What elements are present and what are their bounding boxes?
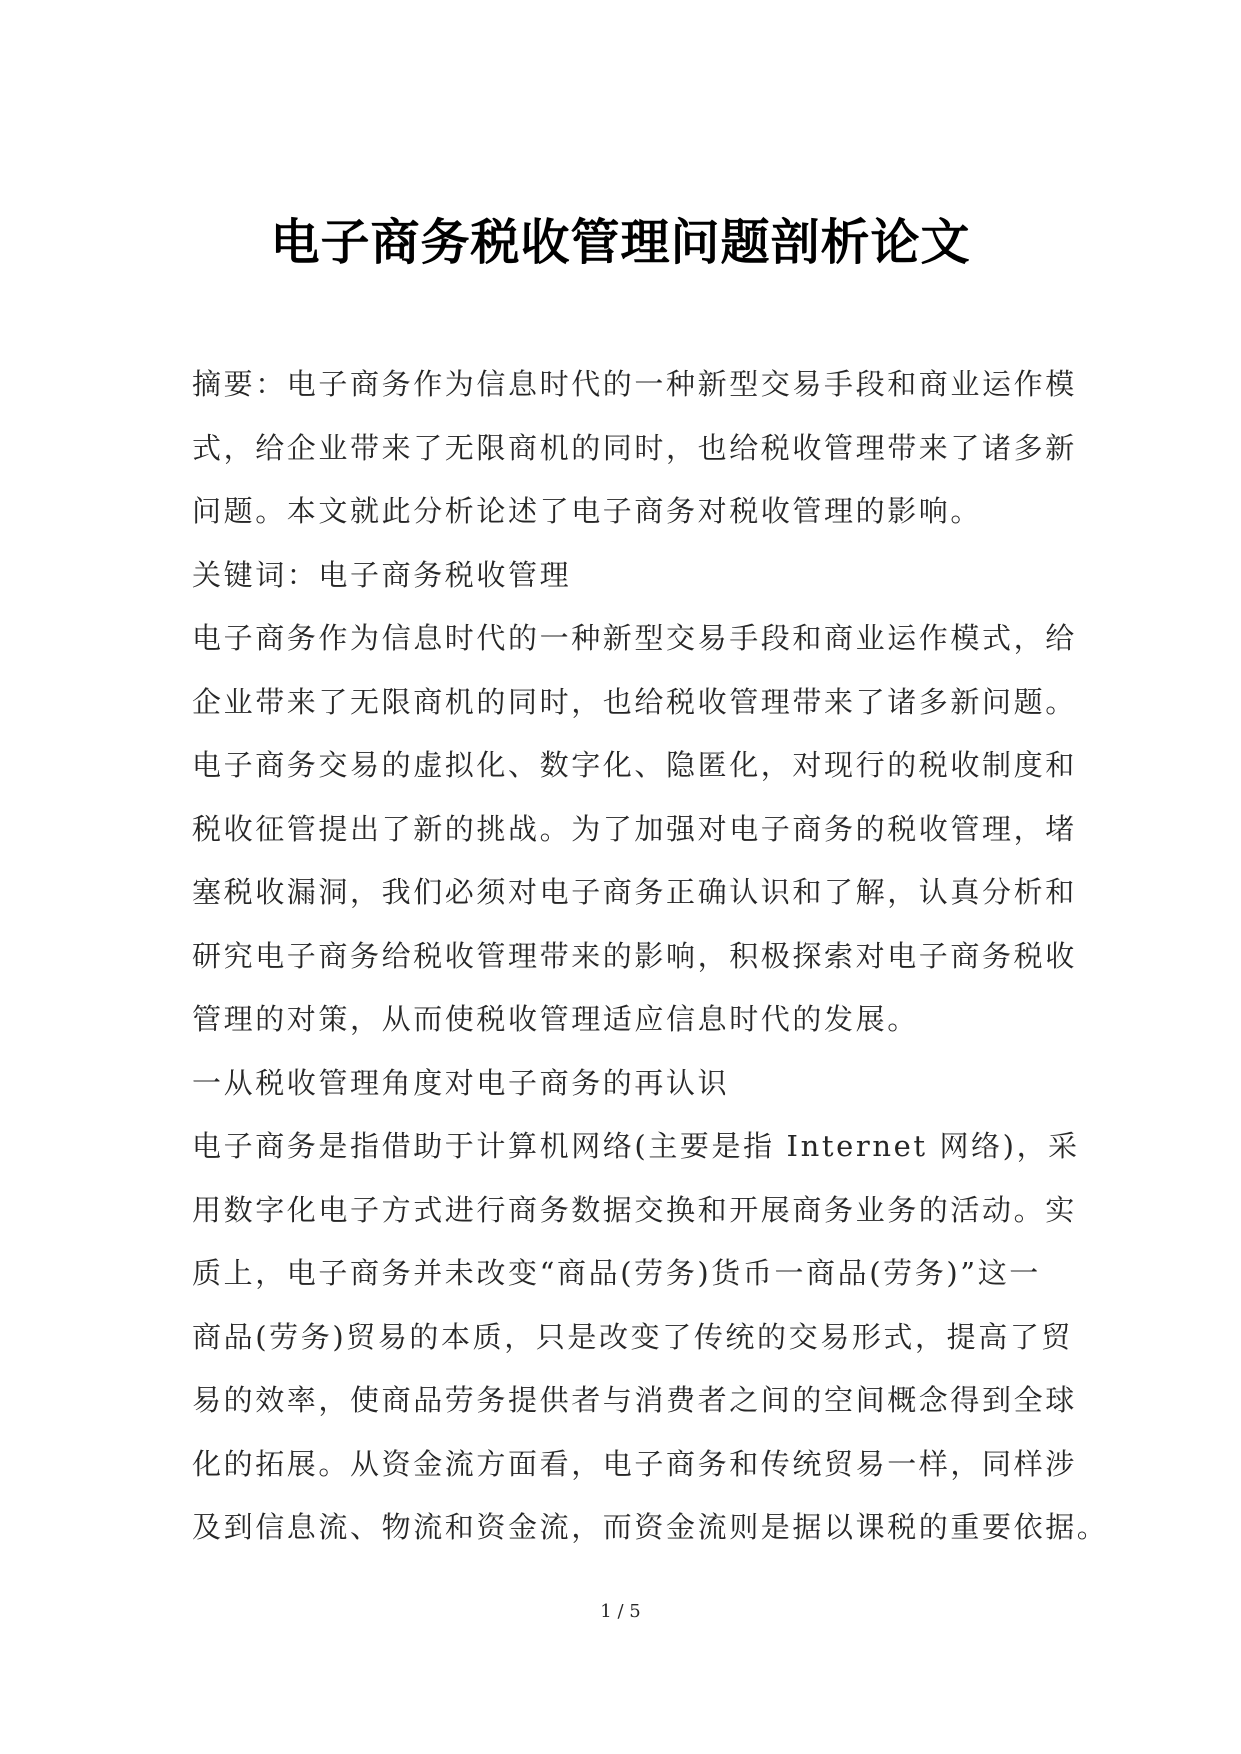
section-line-6: 化的拓展。从资金流方面看，电子商务和传统贸易一样，同样涉	[192, 1446, 1077, 1481]
section-line-3: 质上，电子商务并未改变“商品(劳务)货币一商品(劳务)”这一	[192, 1256, 1041, 1290]
intro-line-5: 塞税收漏洞，我们必须对电子商务正确认识和了解，认真分析和	[192, 875, 1077, 909]
section-heading: 一从税收管理角度对电子商务的再认识	[192, 1065, 730, 1100]
page-number: 1 / 5	[600, 1601, 641, 1622]
intro-line-2: 企业带来了无限商机的同时，也给税收管理带来了诸多新问题。	[192, 684, 1077, 719]
intro-line-4: 税收征管提出了新的挑战。为了加强对电子商务的税收管理，堵	[192, 811, 1077, 846]
intro-line-3: 电子商务交易的虚拟化、数字化、隐匿化，对现行的税收制度和	[192, 748, 1077, 782]
abstract-line-3: 问题。本文就此分析论述了电子商务对税收管理的影响。	[192, 494, 983, 528]
document-title: 电子商务税收管理问题剖析论文	[270, 214, 971, 271]
abstract-line-2: 式，给企业带来了无限商机的同时，也给税收管理带来了诸多新	[192, 430, 1077, 465]
keywords-line: 关键词：电子商务税收管理	[192, 557, 572, 592]
section-line-1: 电子商务是指借助于计算机网络(主要是指 Internet 网络)，采	[192, 1129, 1080, 1163]
document-body	[192, 353, 1109, 1560]
intro-line-6: 研究电子商务给税收管理带来的影响，积极探索对电子商务税收	[192, 938, 1077, 973]
section-line-5: 易的效率，使商品劳务提供者与消费者之间的空间概念得到全球	[192, 1383, 1077, 1417]
abstract-line-1: 摘要：电子商务作为信息时代的一种新型交易手段和商业运作模	[192, 367, 1077, 401]
intro-line-1: 电子商务作为信息时代的一种新型交易手段和商业运作模式，给	[192, 621, 1077, 655]
section-line-4: 商品(劳务)贸易的本质，只是改变了传统的交易形式，提高了贸	[192, 1319, 1074, 1354]
intro-line-7: 管理的对策，从而使税收管理适应信息时代的发展。	[192, 1002, 919, 1036]
section-line-7: 及到信息流、物流和资金流，而资金流则是据以课税的重要依据。	[192, 1510, 1109, 1544]
section-line-2: 用数字化电子方式进行商务数据交换和开展商务业务的活动。实	[192, 1192, 1077, 1227]
